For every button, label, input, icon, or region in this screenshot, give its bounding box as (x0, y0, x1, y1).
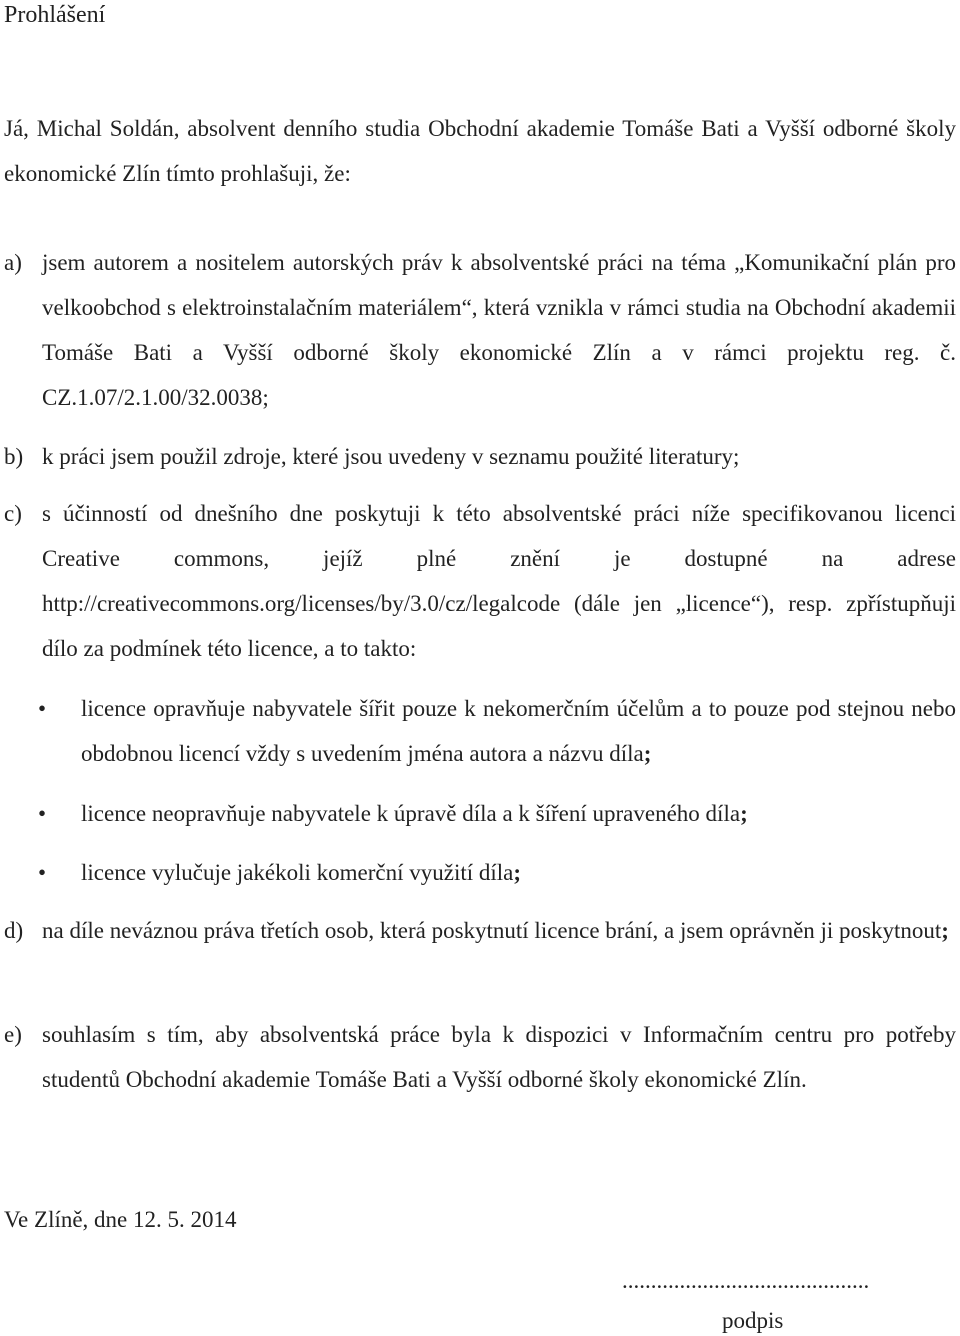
signature-line: ........................................... (622, 1268, 870, 1293)
list-item-marker: d) (4, 918, 24, 943)
list-item-text-container (42, 908, 956, 953)
list-item-text: s účinností od dnešního dne poskytuji k této absolventské práci níže specifikovanou licenci Creative commons, jejíž plné znění je dostupné na adrese http://creativecommons.org/licenses/by/3.0/cz/legalcode (dále jen „licence“), resp. zpřístupňuji dílo za podmínek této licence, a to takto: (42, 501, 956, 661)
list-item-b (4, 434, 956, 479)
bullet-text-container (81, 850, 956, 895)
intro-paragraph: Já, Michal Soldán, absolvent denního studia Obchodní akademie Tomáše Bati a Vyšší odborné školy ekonomické Zlín tímto prohlašuji, že: (4, 116, 956, 186)
list-item-text: na díle neváznou práva třetích osob, která poskytnutí licence brání, a jsem oprávněn ji poskytnout (42, 918, 942, 943)
bullet-item (4, 686, 956, 776)
bullet-item (4, 850, 956, 895)
bullet-text: licence neopravňuje nabyvatele k úpravě díla a k šíření upraveného díla (81, 801, 741, 826)
list-item-text: jsem autorem a nositelem autorských práv k absolventské práci na téma „Komunikační plán pro velkoobchod s elektroinstalačním materiálem“, která vznikla v rámci studia na Obchodní akademii Tomáše Bati a Vyšší odborné školy ekonomické Zlín a v rámci projektu reg. č. CZ.1.07/2.1.00/32.0038; (42, 250, 956, 410)
bullet-item (4, 791, 956, 836)
bullet-semicolon: ; (740, 801, 748, 826)
bullet-icon: • (38, 860, 47, 885)
date-line: Ve Zlíně, dne 12. 5. 2014 (4, 1207, 237, 1232)
list-item-marker: a) (4, 250, 22, 275)
list-item-e (4, 1012, 956, 1102)
list-item-text: souhlasím s tím, aby absolventská práce byla k dispozici v Informačním centru pro potřeby studentů Obchodní akademie Tomáše Bati a Vyšší odborné školy ekonomické Zlín. (42, 1022, 956, 1092)
bullet-text-container (81, 686, 956, 776)
signature-label: podpis (722, 1308, 784, 1333)
bullet-icon: • (38, 801, 47, 826)
bullet-text: licence opravňuje nabyvatele šířit pouze k nekomerčním účelům a to pouze pod stejnou nebo obdobnou licencí vždy s uvedením jména autora a názvu díla (81, 696, 956, 766)
list-item-marker: e) (4, 1022, 22, 1047)
list-item-semicolon: ; (941, 918, 949, 943)
bullet-semicolon: ; (643, 741, 652, 766)
bullet-icon: • (38, 696, 47, 721)
bullet-text-container (81, 791, 956, 836)
list-item-a (4, 240, 956, 420)
list-item-marker: b) (4, 444, 24, 469)
list-item-c (4, 491, 956, 671)
bullet-text: licence vylučuje jakékoli komerční využití díla (81, 860, 514, 885)
list-item-text: k práci jsem použil zdroje, které jsou uvedeny v seznamu použité literatury; (42, 444, 740, 469)
page-title: Prohlášení (4, 2, 106, 28)
list-item-d (4, 908, 956, 953)
bullet-semicolon: ; (513, 860, 522, 885)
list-item-marker: c) (4, 501, 22, 526)
